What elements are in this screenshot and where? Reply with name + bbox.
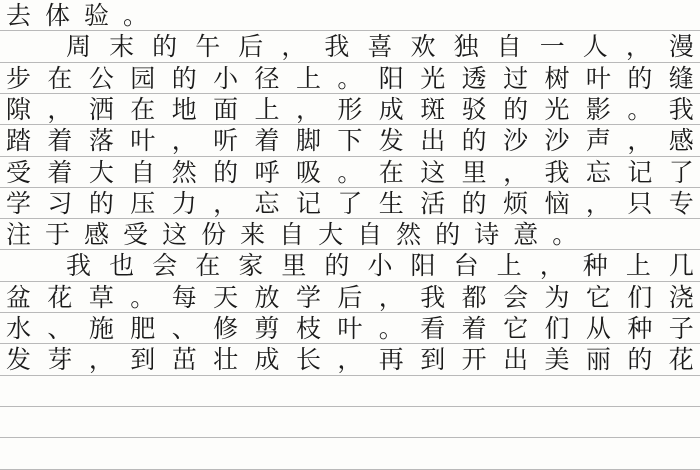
glyph: 忘 bbox=[585, 158, 611, 187]
glyph: 注 bbox=[6, 220, 32, 249]
glyph: 验 bbox=[84, 1, 110, 30]
glyph: 后 bbox=[337, 283, 363, 312]
text-line bbox=[0, 0, 700, 31]
glyph: 水 bbox=[6, 314, 32, 343]
glyph: 、 bbox=[171, 314, 197, 343]
glyph: 它 bbox=[503, 314, 529, 343]
glyph: 叶 bbox=[585, 64, 611, 93]
glyph: 我 bbox=[324, 32, 350, 61]
glyph: 看 bbox=[420, 314, 446, 343]
glyph: 盆 bbox=[6, 283, 32, 312]
glyph: 步 bbox=[6, 64, 32, 93]
glyph: 园 bbox=[130, 64, 156, 93]
glyph: 开 bbox=[461, 345, 487, 374]
glyph: 在 bbox=[378, 158, 404, 187]
glyph: 。 bbox=[378, 314, 404, 343]
glyph: ， bbox=[539, 251, 565, 280]
glyph: 学 bbox=[6, 189, 32, 218]
glyph: 隙 bbox=[6, 95, 32, 124]
glyph: 上 bbox=[496, 251, 522, 280]
glyph: 漫 bbox=[668, 32, 694, 61]
glyph: 这 bbox=[162, 220, 188, 249]
glyph: 都 bbox=[461, 283, 487, 312]
glyph: 叶 bbox=[337, 314, 363, 343]
glyph: 形 bbox=[337, 95, 363, 124]
glyph: 发 bbox=[6, 345, 32, 374]
glyph: 它 bbox=[585, 283, 611, 312]
glyph: 从 bbox=[585, 314, 611, 343]
text-line-content bbox=[6, 285, 694, 310]
text-line-content bbox=[66, 253, 694, 278]
glyph: 种 bbox=[627, 314, 653, 343]
glyph: ， bbox=[378, 283, 404, 312]
glyph: 习 bbox=[47, 189, 73, 218]
text-line bbox=[0, 282, 700, 313]
glyph: 茁 bbox=[171, 345, 197, 374]
glyph: 再 bbox=[378, 345, 404, 374]
text-line bbox=[0, 313, 700, 344]
glyph: 出 bbox=[420, 126, 446, 155]
glyph: 剪 bbox=[254, 314, 280, 343]
glyph: 。 bbox=[552, 220, 578, 249]
glyph: 施 bbox=[88, 314, 114, 343]
glyph: 枝 bbox=[295, 314, 321, 343]
glyph: 影 bbox=[585, 95, 611, 124]
glyph: 洒 bbox=[88, 95, 114, 124]
glyph: 的 bbox=[435, 220, 461, 249]
text-line bbox=[0, 250, 700, 281]
glyph: ， bbox=[213, 189, 239, 218]
glyph: 种 bbox=[582, 251, 608, 280]
glyph: 每 bbox=[171, 283, 197, 312]
glyph: 会 bbox=[503, 283, 529, 312]
glyph: 这 bbox=[420, 158, 446, 187]
glyph: 们 bbox=[627, 283, 653, 312]
glyph: 然 bbox=[171, 158, 197, 187]
glyph: 的 bbox=[324, 251, 350, 280]
glyph: 的 bbox=[88, 189, 114, 218]
text-line bbox=[0, 94, 700, 125]
text-line-content bbox=[6, 66, 694, 91]
glyph: 。 bbox=[337, 158, 363, 187]
glyph: 。 bbox=[337, 64, 363, 93]
glyph: 、 bbox=[47, 314, 73, 343]
glyph: 缝 bbox=[668, 64, 694, 93]
text-line-content bbox=[6, 97, 694, 122]
glyph: 芽 bbox=[47, 345, 73, 374]
glyph: 末 bbox=[109, 32, 135, 61]
glyph: 为 bbox=[544, 283, 570, 312]
glyph: 过 bbox=[503, 64, 529, 93]
glyph: 面 bbox=[213, 95, 239, 124]
glyph: 的 bbox=[503, 95, 529, 124]
glyph: 。 bbox=[130, 283, 156, 312]
glyph: 恼 bbox=[544, 189, 570, 218]
glyph: 光 bbox=[420, 64, 446, 93]
glyph: 着 bbox=[47, 158, 73, 187]
glyph: 会 bbox=[152, 251, 178, 280]
glyph: 台 bbox=[453, 251, 479, 280]
glyph: 午 bbox=[195, 32, 221, 61]
glyph: 忘 bbox=[254, 189, 280, 218]
glyph: 人 bbox=[582, 32, 608, 61]
glyph: 意 bbox=[513, 220, 539, 249]
glyph: 压 bbox=[130, 189, 156, 218]
glyph: ， bbox=[627, 126, 653, 155]
glyph: 着 bbox=[461, 314, 487, 343]
glyph: 草 bbox=[88, 283, 114, 312]
glyph: 花 bbox=[47, 283, 73, 312]
glyph: 子 bbox=[668, 314, 694, 343]
glyph: 在 bbox=[130, 95, 156, 124]
glyph: 自 bbox=[496, 32, 522, 61]
glyph: ， bbox=[171, 126, 197, 155]
glyph: 着 bbox=[254, 126, 280, 155]
glyph: 自 bbox=[130, 158, 156, 187]
glyph: 于 bbox=[45, 220, 71, 249]
glyph: 在 bbox=[195, 251, 221, 280]
glyph: 自 bbox=[279, 220, 305, 249]
glyph: ， bbox=[88, 345, 114, 374]
text-line-content bbox=[66, 34, 694, 59]
glyph: 的 bbox=[627, 345, 653, 374]
text-line bbox=[0, 157, 700, 188]
glyph: 花 bbox=[668, 345, 694, 374]
glyph: 踏 bbox=[6, 126, 32, 155]
glyph: 在 bbox=[47, 64, 73, 93]
text-line bbox=[0, 219, 700, 250]
glyph: 我 bbox=[544, 158, 570, 187]
glyph: 发 bbox=[378, 126, 404, 155]
glyph: 阳 bbox=[410, 251, 436, 280]
text-line-content bbox=[6, 222, 694, 247]
glyph: 树 bbox=[544, 64, 570, 93]
glyph: 小 bbox=[213, 64, 239, 93]
glyph: 记 bbox=[627, 158, 653, 187]
glyph: 壮 bbox=[213, 345, 239, 374]
glyph: ， bbox=[585, 189, 611, 218]
glyph: 出 bbox=[503, 345, 529, 374]
text-line bbox=[0, 63, 700, 94]
glyph: 成 bbox=[378, 95, 404, 124]
glyph: 阳 bbox=[378, 64, 404, 93]
glyph: 驳 bbox=[461, 95, 487, 124]
glyph: 活 bbox=[420, 189, 446, 218]
glyph: 们 bbox=[544, 314, 570, 343]
glyph: ， bbox=[47, 95, 73, 124]
glyph: ， bbox=[295, 95, 321, 124]
glyph: 。 bbox=[627, 95, 653, 124]
glyph: 上 bbox=[625, 251, 651, 280]
glyph: 了 bbox=[668, 158, 694, 187]
glyph: 沙 bbox=[544, 126, 570, 155]
glyph: 我 bbox=[66, 251, 92, 280]
glyph: 声 bbox=[585, 126, 611, 155]
glyph: 生 bbox=[378, 189, 404, 218]
glyph: 的 bbox=[627, 64, 653, 93]
glyph: ， bbox=[337, 345, 363, 374]
text-line-content bbox=[6, 3, 694, 28]
glyph: 大 bbox=[318, 220, 344, 249]
glyph: 径 bbox=[254, 64, 280, 93]
glyph: 的 bbox=[461, 189, 487, 218]
text-line bbox=[0, 188, 700, 219]
glyph: ， bbox=[281, 32, 307, 61]
glyph: 吸 bbox=[295, 158, 321, 187]
glyph: ， bbox=[503, 158, 529, 187]
glyph: 修 bbox=[213, 314, 239, 343]
text-line bbox=[0, 344, 700, 375]
text-line-content bbox=[6, 191, 694, 216]
glyph: 的 bbox=[152, 32, 178, 61]
glyph: 学 bbox=[295, 283, 321, 312]
glyph: 公 bbox=[88, 64, 114, 93]
glyph: 里 bbox=[461, 158, 487, 187]
glyph: 到 bbox=[420, 345, 446, 374]
glyph: 呼 bbox=[254, 158, 280, 187]
glyph: 家 bbox=[238, 251, 264, 280]
glyph: 成 bbox=[254, 345, 280, 374]
glyph: 脚 bbox=[295, 126, 321, 155]
glyph: 周 bbox=[66, 32, 92, 61]
glyph: 斑 bbox=[420, 95, 446, 124]
glyph: 了 bbox=[337, 189, 363, 218]
glyph: 光 bbox=[544, 95, 570, 124]
glyph: 受 bbox=[123, 220, 149, 249]
glyph: 自 bbox=[357, 220, 383, 249]
glyph: 感 bbox=[84, 220, 110, 249]
glyph: 天 bbox=[213, 283, 239, 312]
glyph: 的 bbox=[213, 158, 239, 187]
glyph: 然 bbox=[396, 220, 422, 249]
text-line-content bbox=[6, 316, 694, 341]
text-line-content bbox=[6, 128, 694, 153]
text-line bbox=[0, 31, 700, 62]
glyph: 美 bbox=[544, 345, 570, 374]
glyph: 上 bbox=[254, 95, 280, 124]
glyph: 沙 bbox=[503, 126, 529, 155]
glyph: 去 bbox=[6, 1, 32, 30]
glyph: 大 bbox=[88, 158, 114, 187]
glyph: 浇 bbox=[668, 283, 694, 312]
glyph: 下 bbox=[337, 126, 363, 155]
glyph: 后 bbox=[238, 32, 264, 61]
text-line bbox=[0, 125, 700, 156]
glyph: 上 bbox=[295, 64, 321, 93]
glyph: 也 bbox=[109, 251, 135, 280]
glyph: 小 bbox=[367, 251, 393, 280]
glyph: 烦 bbox=[503, 189, 529, 218]
glyph: 听 bbox=[213, 126, 239, 155]
glyph: 透 bbox=[461, 64, 487, 93]
glyph: 欢 bbox=[410, 32, 436, 61]
glyph: 肥 bbox=[130, 314, 156, 343]
glyph: 的 bbox=[461, 126, 487, 155]
glyph: 喜 bbox=[367, 32, 393, 61]
glyph: 的 bbox=[171, 64, 197, 93]
text-line-content bbox=[6, 347, 694, 372]
glyph: 体 bbox=[45, 1, 71, 30]
glyph: 长 bbox=[295, 345, 321, 374]
glyph: 记 bbox=[295, 189, 321, 218]
glyph: 几 bbox=[668, 251, 694, 280]
glyph: 来 bbox=[240, 220, 266, 249]
glyph: 独 bbox=[453, 32, 479, 61]
glyph: 我 bbox=[420, 283, 446, 312]
glyph: 份 bbox=[201, 220, 227, 249]
glyph: 诗 bbox=[474, 220, 500, 249]
glyph: ， bbox=[625, 32, 651, 61]
glyph: 着 bbox=[47, 126, 73, 155]
glyph: 专 bbox=[668, 189, 694, 218]
glyph: 地 bbox=[171, 95, 197, 124]
glyph: 我 bbox=[668, 95, 694, 124]
glyph: 落 bbox=[88, 126, 114, 155]
glyph: 里 bbox=[281, 251, 307, 280]
glyph: 受 bbox=[6, 158, 32, 187]
glyph: 力 bbox=[171, 189, 197, 218]
glyph: 放 bbox=[254, 283, 280, 312]
text-line-content bbox=[6, 160, 694, 185]
glyph: 叶 bbox=[130, 126, 156, 155]
glyph: 感 bbox=[668, 126, 694, 155]
glyph: 。 bbox=[123, 1, 149, 30]
glyph: 丽 bbox=[585, 345, 611, 374]
glyph: 到 bbox=[130, 345, 156, 374]
glyph: 只 bbox=[627, 189, 653, 218]
glyph: 一 bbox=[539, 32, 565, 61]
